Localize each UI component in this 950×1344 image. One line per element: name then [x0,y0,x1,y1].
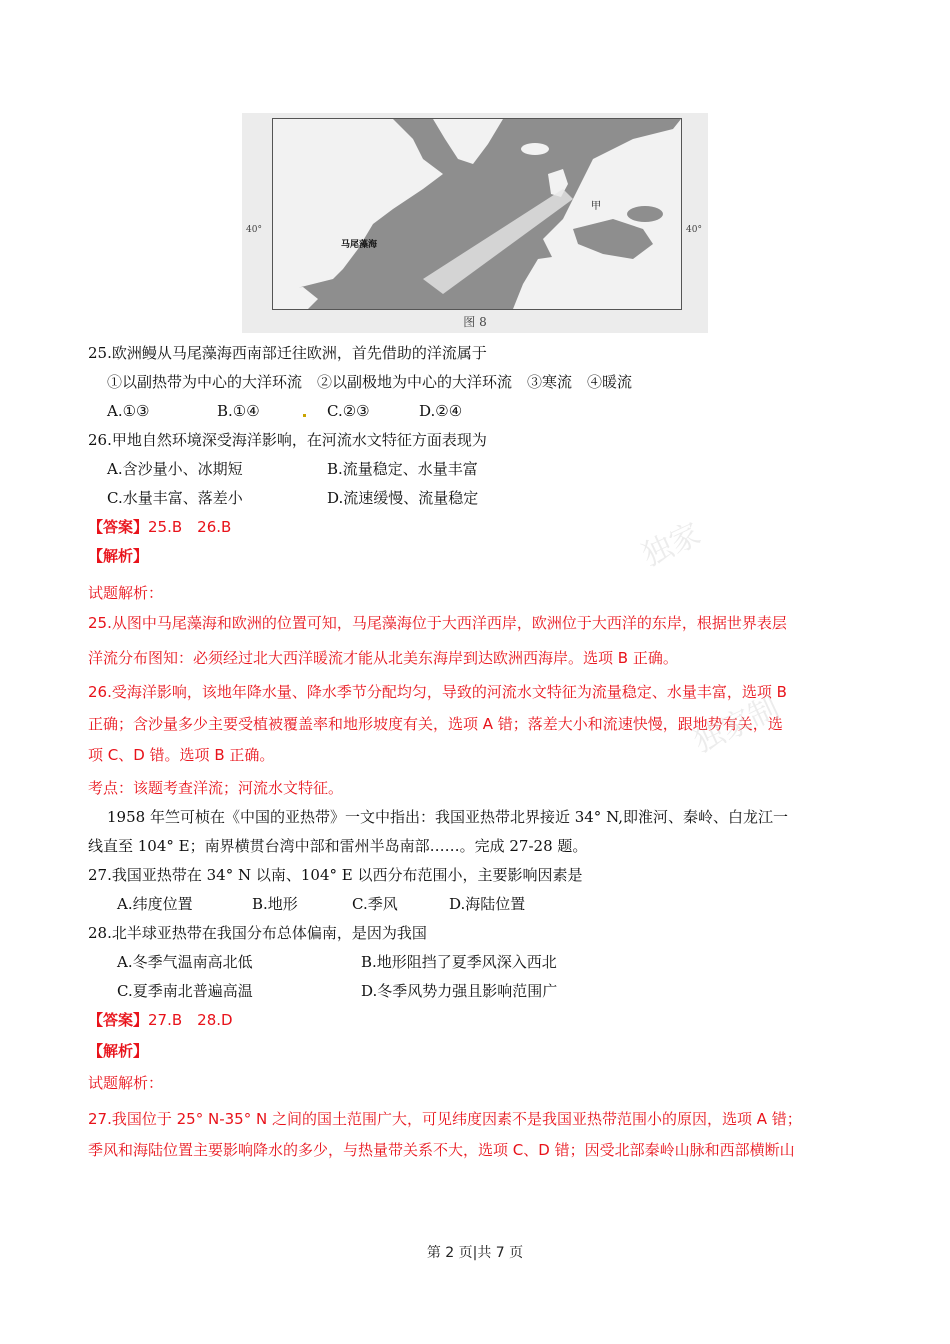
watermark: 独家 [636,516,707,574]
q25-option-b: B.①④ [217,402,260,420]
answer-label: 【答案】 [88,518,149,536]
latitude-label-right: 40° [686,225,702,235]
analysis-title: 试题解析： [88,1074,164,1092]
q28-option-c: C.夏季南北普遍高温 [117,982,253,1000]
q25-stem: 25.欧洲鳗从马尾藻海西南部迁往欧洲，首先借助的洋流属于 [88,344,487,362]
atlantic-map [272,118,682,310]
stray-dot [303,414,306,417]
q27-stem: 27.我国亚热带在 34° N 以南、104° E 以西分布范围小，主要影响因素是 [88,866,583,884]
q28-options-row1 [117,952,557,972]
figure-caption: 图 8 [463,315,487,329]
analysis-line: 26.受海洋影响，该地年降水量、降水季节分配均匀，导致的河流水文特征为流量稳定、水量丰富，选项 B [88,683,787,701]
q25-option-a: A.①③ [107,402,150,420]
q28-options-row2 [117,981,557,1001]
page-footer: 第 2 页|共 7 页 [426,1245,524,1261]
label-sargasso: 马尾藻海 [341,240,378,250]
q26-option-b: B.流量稳定、水量丰富 [327,460,478,478]
map-figure [242,113,708,333]
q27-options [117,894,525,914]
q27-option-b: B.地形 [252,895,298,913]
q28-option-b: B.地形阻挡了夏季风深入西北 [361,953,557,971]
answer-value: 25.B 26.B [148,518,232,536]
q28-option-a: A.冬季气温南高北低 [117,953,253,971]
q25-option-c: C.②③ [327,402,370,420]
passage-line: 线直至 104° E；南界横贯台湾中部和雷州半岛南部……。完成 27-28 题。 [88,837,588,855]
analysis-line: 季风和海陆位置主要影响降水的多少，与热量带关系不大，选项 C、D 错；因受北部秦岭山脉和西部横断山 [88,1141,795,1159]
q26-option-d: D.流速缓慢、流量稳定 [327,489,479,507]
analysis-line: 25.从图中马尾藻海和欧洲的位置可知，马尾藻海位于大西洋西岸，欧洲位于大西洋的东岸，根据世界表层 [88,614,787,632]
key-point: 考点：该题考查洋流；河流水文特征。 [88,779,344,797]
q27-option-d: D.海陆位置 [449,895,526,913]
q26-option-c: C.水量丰富、落差小 [107,489,243,507]
watermark: 独家制 [688,690,785,761]
answer-block-2 [88,1010,233,1030]
analysis-line: 27.我国位于 25° N-35° N 之间的国土范围广大，可见纬度因素不是我国亚热带范围小的原因，选项 A 错； [88,1110,802,1128]
analysis-line: 正确；含沙量多少主要受植被覆盖率和地形坡度有关，选项 A 错；落差大小和流速快慢，跟地势有关，选 [88,715,783,733]
analysis-line: 洋流分布图知：必须经过北大西洋暖流才能从北美东海岸到达欧洲西海岸。选项 B 正确。 [88,649,678,667]
q27-option-a: A.纬度位置 [117,895,193,913]
q26-options-row1 [107,459,478,479]
q25-options [107,401,462,421]
analysis-label: 【解析】 [88,547,149,565]
latitude-label-left: 40° [246,225,262,235]
answer-value: 27.B 28.D [148,1011,233,1029]
q26-stem: 26.甲地自然环境深受海洋影响，在河流水文特征方面表现为 [88,431,487,449]
answer-label: 【答案】 [88,1011,149,1029]
answer-block-1 [88,517,231,537]
analysis-line: 项 C、D 错。选项 B 正确。 [88,746,275,764]
map-graphic [273,119,681,309]
q27-option-c: C.季风 [352,895,398,913]
q26-option-a: A.含沙量小、冰期短 [107,460,243,478]
label-jia: 甲 [591,201,601,212]
q26-options-row2 [107,488,478,508]
q25-statements: ①以副热带为中心的大洋环流 ②以副极地为中心的大洋环流 ③寒流 ④暖流 [107,373,633,391]
q25-option-d: D.②④ [419,402,463,420]
q28-option-d: D.冬季风势力强且影响范围广 [361,982,558,1000]
q28-stem: 28.北半球亚热带在我国分布总体偏南，是因为我国 [88,924,427,942]
passage-line: 1958 年竺可桢在《中国的亚热带》一文中指出：我国亚热带北界接近 34° N,即淮河、秦岭、白龙江一 [107,808,789,826]
analysis-title: 试题解析： [88,584,164,602]
analysis-label: 【解析】 [88,1042,149,1060]
